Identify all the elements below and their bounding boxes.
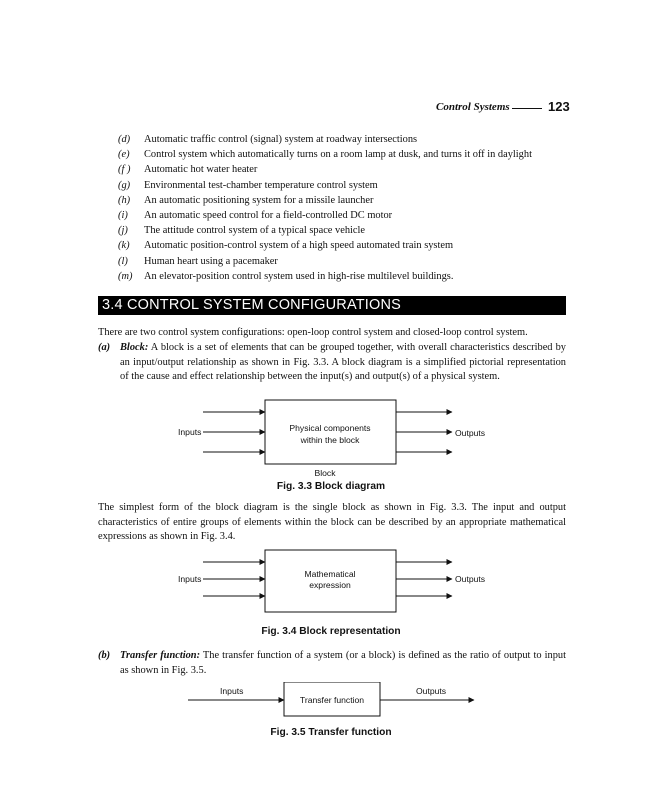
list-text: Automatic hot water heater	[144, 164, 258, 176]
fig35-inputs-label: Inputs	[220, 686, 244, 696]
fig33-block-label: Block	[314, 468, 336, 478]
list-label: (e)	[118, 149, 130, 161]
list-label: (k)	[118, 240, 130, 252]
list-item	[118, 147, 578, 162]
list-label: (m)	[118, 270, 133, 282]
list-label: (j)	[118, 225, 128, 237]
list-item	[118, 223, 578, 238]
fig35-caption: Fig. 3.5 Transfer function	[270, 727, 392, 738]
item-b-text: The transfer function of a system (or a block) is defined as the ratio of output to input as shown in Fig. 3.5.	[120, 650, 566, 676]
list-label: (f )	[118, 164, 131, 176]
list-item	[118, 132, 578, 147]
list-text: Control system which automatically turns on a room lamp at dusk, and turns it off in daylight	[144, 149, 532, 161]
list-label: (d)	[118, 134, 131, 145]
item-a-label: (a)	[98, 342, 111, 353]
item-b-paragraph	[98, 649, 566, 678]
list-text: An automatic positioning system for a missile launcher	[144, 194, 374, 206]
list-text: An elevator-position control system used in high-rise multilevel buildings.	[144, 270, 454, 282]
list-label: (h)	[118, 194, 131, 206]
fig34-block-line2: expression	[309, 580, 351, 590]
list-label: (g)	[118, 179, 131, 191]
fig35-block-label: Transfer function	[299, 695, 365, 705]
simplest-paragraph: The simplest form of the block diagram is the single block as shown in Fig. 3.3. The input and output characteristics of entire groups of elements within the block can be described by an appropriate mathematical expressions as shown in Fig. 3.4.	[98, 502, 566, 543]
page-number: 123	[548, 99, 570, 114]
list-item	[118, 193, 578, 208]
header-rule	[512, 108, 542, 109]
list-text: An automatic speed control for a field-controlled DC motor	[144, 209, 393, 221]
fig34-outputs-label: Outputs	[455, 574, 486, 584]
fig34-diagram	[170, 546, 500, 618]
fig33-outputs-label: Outputs	[455, 428, 486, 438]
fig34-caption: Fig. 3.4 Block representation	[261, 626, 401, 637]
list-text: Human heart using a pacemaker	[144, 255, 278, 267]
examples-list	[118, 132, 578, 284]
fig33-inputs-label: Inputs	[178, 427, 202, 437]
fig33-caption: Fig. 3.3 Block diagram	[276, 481, 386, 492]
list-item	[118, 162, 578, 177]
section-heading: 3.4 CONTROL SYSTEM CONFIGURATIONS	[98, 296, 566, 315]
list-text: Environmental test-chamber temperature control system	[144, 179, 378, 191]
list-text: Automatic position-control system of a high speed automated train system	[144, 240, 454, 252]
list-label: (i)	[118, 209, 128, 221]
list-item	[118, 208, 578, 223]
item-b-term: Transfer function:	[120, 650, 201, 661]
fig34-inputs-label: Inputs	[178, 574, 202, 584]
list-text: The attitude control system of a typical space vehicle	[144, 225, 366, 237]
fig34-block-line1: Mathematical	[304, 569, 356, 579]
list-item	[118, 269, 578, 284]
list-item	[118, 254, 578, 269]
item-a-paragraph	[98, 341, 566, 385]
fig35-outputs-label: Outputs	[416, 686, 447, 696]
item-a-term: Block:	[120, 342, 149, 353]
intro-paragraph: There are two control system configurations: open-loop control system and closed-loop control system.	[98, 327, 528, 338]
fig33-block-line1: Physical components	[289, 423, 371, 433]
list-label: (l)	[118, 255, 128, 267]
list-item	[118, 238, 578, 253]
list-text: Automatic traffic control (signal) system at roadway intersections	[144, 134, 418, 145]
fig33-diagram	[170, 396, 500, 480]
running-title: Control Systems	[436, 101, 510, 113]
item-a-text: A block is a set of elements that can be grouped together, with overall characteristics described by an input/output relationship as shown in Fig. 3.3. A block diagram is a simplified pictorial representation of the cause and effect relationship between the input(s) and output(s) of a physical system.	[120, 342, 566, 383]
fig33-block-line2: within the block	[300, 435, 360, 445]
fig35-diagram	[180, 682, 490, 724]
list-item	[118, 178, 578, 193]
item-b-label: (b)	[98, 650, 111, 661]
